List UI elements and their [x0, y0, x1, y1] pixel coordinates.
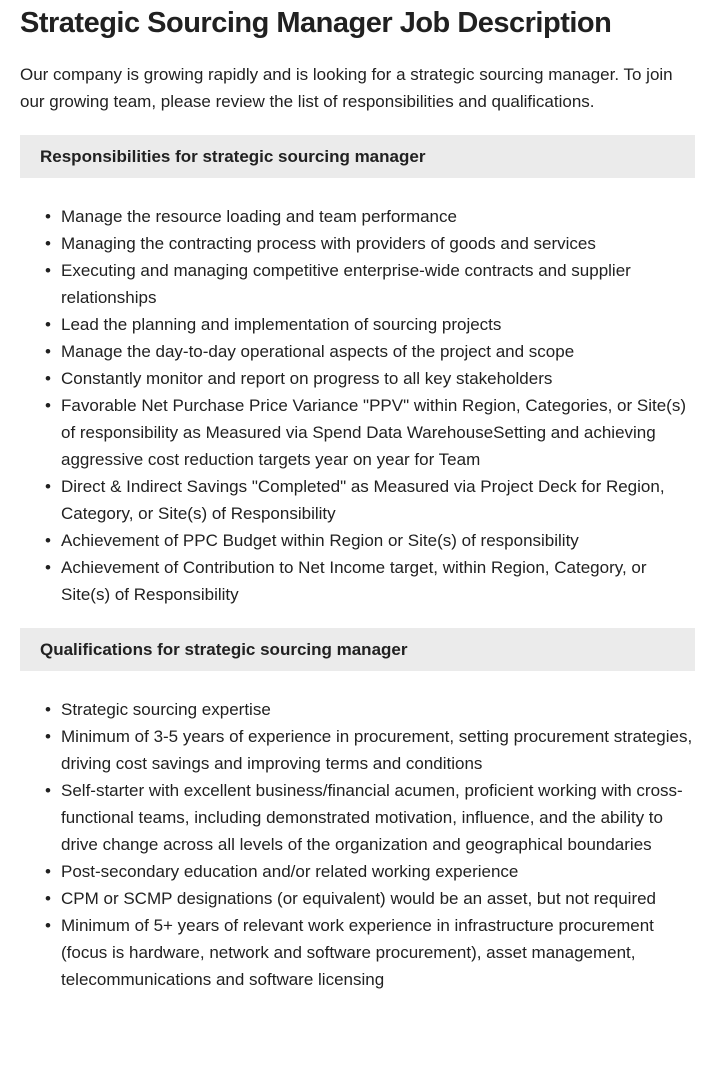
list-item: • Self-starter with excellent business/financial acumen, proficient working with cross-functional teams, including demonstrated motivation, influence, and the ability to drive change across all levels of the organization and geographical boundaries [45, 777, 695, 858]
list-item: • Strategic sourcing expertise [45, 696, 695, 723]
list-item: • Managing the contracting process with providers of goods and services [45, 230, 695, 257]
list-item: • Post-secondary education and/or related working experience [45, 858, 695, 885]
list-item: • Favorable Net Purchase Price Variance "PPV" within Region, Categories, or Site(s) of responsibility as Measured via Spend Data WarehouseSetting and achieving aggressive cost reduction targets year on year for Team [45, 392, 695, 473]
section-qualifications [20, 628, 695, 993]
section-responsibilities [20, 135, 695, 608]
qualifications-section-heading: Qualifications for strategic sourcing manager [20, 628, 695, 671]
list-item: • Achievement of PPC Budget within Region or Site(s) of responsibility [45, 527, 695, 554]
responsibilities-list [20, 203, 695, 608]
list-item: • Constantly monitor and report on progress to all key stakeholders [45, 365, 695, 392]
list-item: • Manage the resource loading and team performance [45, 203, 695, 230]
qualifications-list [20, 696, 695, 993]
list-item: • Minimum of 5+ years of relevant work experience in infrastructure procurement (focus is hardware, network and software procurement), asset management, telecommunications and software licensing [45, 912, 695, 993]
list-item: • Executing and managing competitive enterprise-wide contracts and supplier relationships [45, 257, 695, 311]
list-item: • Lead the planning and implementation of sourcing projects [45, 311, 695, 338]
list-item: • Achievement of Contribution to Net Income target, within Region, Category, or Site(s) of Responsibility [45, 554, 695, 608]
page-title: Strategic Sourcing Manager Job Description [20, 7, 612, 39]
list-item: • CPM or SCMP designations (or equivalent) would be an asset, but not required [45, 885, 695, 912]
list-item: • Minimum of 3-5 years of experience in procurement, setting procurement strategies, driving cost savings and improving terms and conditions [45, 723, 695, 777]
list-item: • Manage the day-to-day operational aspects of the project and scope [45, 338, 695, 365]
intro-paragraph: Our company is growing rapidly and is looking for a strategic sourcing manager. To join our growing team, please review the list of responsibilities and qualifications. [20, 65, 673, 111]
responsibilities-section-heading: Responsibilities for strategic sourcing manager [20, 135, 695, 178]
list-item: • Direct & Indirect Savings "Completed" as Measured via Project Deck for Region, Category, or Site(s) of Responsibility [45, 473, 695, 527]
